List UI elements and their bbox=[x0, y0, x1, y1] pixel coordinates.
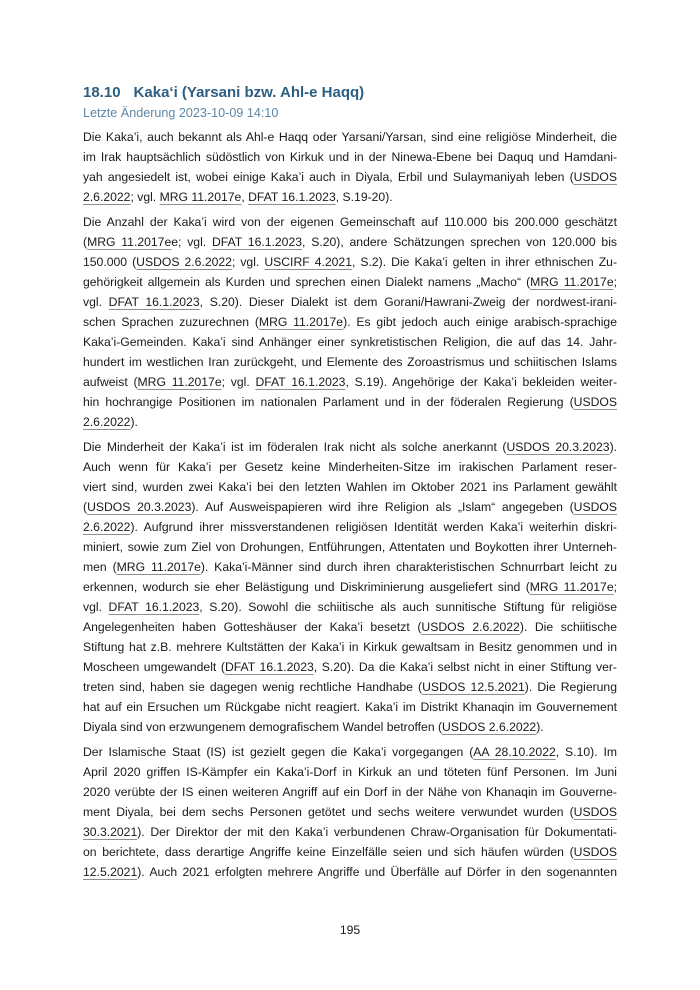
text-line: Kaka’i-Gemeinden. Kaka’i sind Anhänger einer synkretistischen Religion, die auf das 14. Jahr- bbox=[83, 335, 617, 349]
citation-link[interactable]: DFAT 16.1.2023 bbox=[255, 375, 346, 389]
text-line: Angelegenheiten haben Gotteshäuser der Kaka’i besetzt (USDOS 2.6.2022). Die schiitische bbox=[83, 620, 617, 634]
text-line: aufweist (MRG 11.2017e; vgl. DFAT 16.1.2023, S.19). Angehörige der Kaka’i bekleiden weiter- bbox=[83, 375, 617, 389]
citation-link[interactable]: USDOS 2.6.2022 bbox=[421, 620, 520, 634]
last-modified-date: Letzte Änderung 2023-10-09 14:10 bbox=[83, 106, 279, 120]
text-line: hat auf ein Ersuchen um Rückgabe nicht reagiert. Kaka’i im Distrikt Khanaqin im Gouvernement bbox=[83, 700, 617, 714]
text-line: Diyala sind von erzwungenem demografischem Wandel betroffen (USDOS 2.6.2022). bbox=[83, 720, 544, 734]
text-line: Die Anzahl der Kaka’i wird von der eigenen Gemeinschaft auf 110.000 bis 200.000 geschätzt bbox=[83, 215, 617, 229]
text-line: (USDOS 20.3.2023). Auf Ausweispapieren wird ihre Religion als „Islam“ angegeben (USDOS bbox=[83, 500, 617, 514]
text-line: ment Diyala, bei dem sechs Personen getötet und sechs weitere verwundet wurden (USDOS bbox=[83, 805, 617, 819]
citation-link[interactable]: 2.6.2022 bbox=[83, 415, 131, 429]
citation-link[interactable]: 12.5.2021 bbox=[83, 865, 138, 879]
citation-link[interactable]: USDOS 2.6.2022 bbox=[442, 720, 537, 734]
section-number: 18.10 bbox=[83, 84, 121, 101]
citation-link[interactable]: USDOS bbox=[573, 395, 617, 409]
citation-link[interactable]: MRG 11.2017e bbox=[137, 375, 222, 389]
text-line: 2.6.2022; vgl. MRG 11.2017e, DFAT 16.1.2023, S.19-20). bbox=[83, 190, 393, 204]
text-line: 12.5.2021). Auch 2021 erfolgten mehrere Angriffe und Überfälle auf Dörfer in den sogenannten bbox=[83, 865, 617, 879]
text-line: im Irak hauptsächlich südöstlich von Kirkuk und in der Ninewa-Ebene bei Daquq und Hamdani- bbox=[83, 150, 617, 164]
citation-link[interactable]: USDOS bbox=[573, 845, 617, 859]
text-line: erkennen, wodurch sie eher Belästigung und Diskriminierung ausgeliefert sind (MRG 11.2017e; bbox=[83, 580, 617, 594]
text-line: gehörigkeit allgemein als Kurden und sprechen einen Dialekt namens „Macho“ (MRG 11.2017e; bbox=[83, 275, 617, 289]
section-heading bbox=[83, 84, 617, 102]
citation-link[interactable]: USDOS 2.6.2022 bbox=[136, 255, 232, 269]
text-line: treten sind, haben sie dagegen wenig rechtliche Handhabe (USDOS 12.5.2021). Die Regierung bbox=[83, 680, 617, 694]
citation-link[interactable]: USDOS 12.5.2021 bbox=[422, 680, 525, 694]
citation-link[interactable]: DFAT 16.1.2023 bbox=[224, 660, 314, 674]
text-line: Stiftung hat z.B. mehrere Kultstätten der Kaka’i in Kirkuk gewaltsam in Besitz genommen und in bbox=[83, 640, 617, 654]
text-line: Auch wenn für Kaka’i per Gesetz keine Minderheiten-Sitze im irakischen Parlament reser- bbox=[83, 460, 617, 474]
text-line: Die Minderheit der Kaka’i ist im föderalen Irak nicht als solche anerkannt (USDOS 20.3.2023). bbox=[83, 440, 617, 454]
citation-link[interactable]: 2.6.2022 bbox=[83, 190, 131, 204]
text-line: miniert, sowie zum Ziel von Drohungen, Entführungen, Attentaten und Boykotten ihrer Unterneh- bbox=[83, 540, 617, 554]
citation-link[interactable]: USDOS bbox=[573, 805, 617, 819]
text-line: (MRG 11.2017ee; vgl. DFAT 16.1.2023, S.20), andere Schätzungen sprechen von 120.000 bis bbox=[83, 235, 617, 249]
text-line: 150.000 (USDOS 2.6.2022; vgl. USCIRF 4.2021, S.2). Die Kaka’i gelten in ihrer ethnischen Zu- bbox=[83, 255, 617, 269]
citation-link[interactable]: USDOS 20.3.2023 bbox=[506, 440, 610, 454]
paragraph bbox=[83, 437, 617, 737]
text-line: Moscheen umgewandelt (DFAT 16.1.2023, S.20). Da die Kaka’i selbst nicht in einer Stiftung ver- bbox=[83, 660, 617, 674]
text-line: 30.3.2021). Der Direktor der mit den Kaka’i verbundenen Chraw-Organisation für Dokumentati- bbox=[83, 825, 617, 839]
text-line: viert sind, wurden zwei Kaka’i bei den letzten Wahlen im Oktober 2021 ins Parlament gewählt bbox=[83, 480, 617, 494]
citation-link[interactable]: 2.6.2022 bbox=[83, 520, 131, 534]
document-body bbox=[83, 127, 617, 882]
citation-link[interactable]: DFAT 16.1.2023 bbox=[211, 235, 303, 249]
text-line: men (MRG 11.2017e). Kaka’i-Männer sind durch ihren charakteristischen Schnurrbart leicht zu bbox=[83, 560, 617, 574]
text-line: April 2020 griffen IS-Kämpfer ein Kaka’i-Dorf in Kirkuk an und töteten fünf Personen. Im Juni bbox=[83, 765, 617, 779]
citation-link[interactable]: USDOS bbox=[573, 500, 617, 514]
citation-link[interactable]: MRG 11.2017e bbox=[159, 190, 242, 204]
page-number: 195 bbox=[339, 923, 361, 937]
text-line: yah angesiedelt ist, wobei einige Kaka’i auch in Diyala, Erbil und Sulaymaniyah leben (USDOS bbox=[83, 170, 617, 184]
text-line: hin hochrangige Positionen im nationalen Parlament und in der föderalen Regierung (USDOS bbox=[83, 395, 617, 409]
citation-link[interactable]: USCIRF 4.2021 bbox=[264, 255, 352, 269]
text-line: Der Islamische Staat (IS) ist gezielt gegen die Kaka’i vorgegangen (AA 28.10.2022, S.10). Im bbox=[83, 745, 617, 759]
text-line: vgl. DFAT 16.1.2023, S.20). Dieser Dialekt ist dem Gorani/Hawrani-Zweig der nordwest-irani- bbox=[83, 295, 617, 309]
citation-link[interactable]: USDOS bbox=[573, 170, 617, 184]
section-title: Kaka‘i (Yarsani bzw. Ahl-e Haqq) bbox=[133, 84, 365, 101]
citation-link[interactable]: AA 28.10.2022 bbox=[473, 745, 556, 759]
citation-link[interactable]: 30.3.2021 bbox=[83, 825, 138, 839]
text-line: schen Sprachen zuzurechnen (MRG 11.2017e). Es gibt jedoch auch einige arabisch-sprachige bbox=[83, 315, 617, 329]
text-line: Die Kaka’i, auch bekannt als Ahl-e Haqq oder Yarsani/Yarsan, sind eine religiöse Minderheit, die bbox=[83, 130, 617, 144]
text-line: hundert im westlichen Iran zurückgeht, und Elemente des Zoroastrismus und schiitischen Islams bbox=[83, 355, 617, 369]
citation-link[interactable]: MRG 11.2017e bbox=[530, 275, 614, 289]
text-line: 2.6.2022). bbox=[83, 415, 138, 429]
text-line: on berichtete, dass derartige Angriffe keine Einzelfälle seien und sich häufen würden (USDOS bbox=[83, 845, 617, 859]
citation-link[interactable]: MRG 11.2017e bbox=[258, 315, 344, 329]
citation-link[interactable]: DFAT 16.1.2023 bbox=[248, 190, 336, 204]
citation-link[interactable]: MRG 11.2017e bbox=[529, 580, 614, 594]
paragraph bbox=[83, 127, 617, 207]
paragraph bbox=[83, 212, 617, 432]
text-line: 2.6.2022). Aufgrund ihrer missverstandenen religiösen Identität werden Kaka’i weiterhin diskri- bbox=[83, 520, 617, 534]
citation-link[interactable]: MRG 11.2017e bbox=[87, 235, 172, 249]
paragraph bbox=[83, 742, 617, 882]
citation-link[interactable]: DFAT 16.1.2023 bbox=[108, 295, 200, 309]
citation-link[interactable]: USDOS 20.3.2023 bbox=[87, 500, 192, 514]
citation-link[interactable]: MRG 11.2017e bbox=[116, 560, 201, 574]
citation-link[interactable]: DFAT 16.1.2023 bbox=[108, 600, 200, 614]
text-line: vgl. DFAT 16.1.2023, S.20). Sowohl die schiitische als auch sunnitische Stiftung für religiöse bbox=[83, 600, 617, 614]
text-line: 2020 verübte der IS einen weiteren Angriff auf ein Dorf in der Nähe von Khanaqin im Gouverne- bbox=[83, 785, 617, 799]
